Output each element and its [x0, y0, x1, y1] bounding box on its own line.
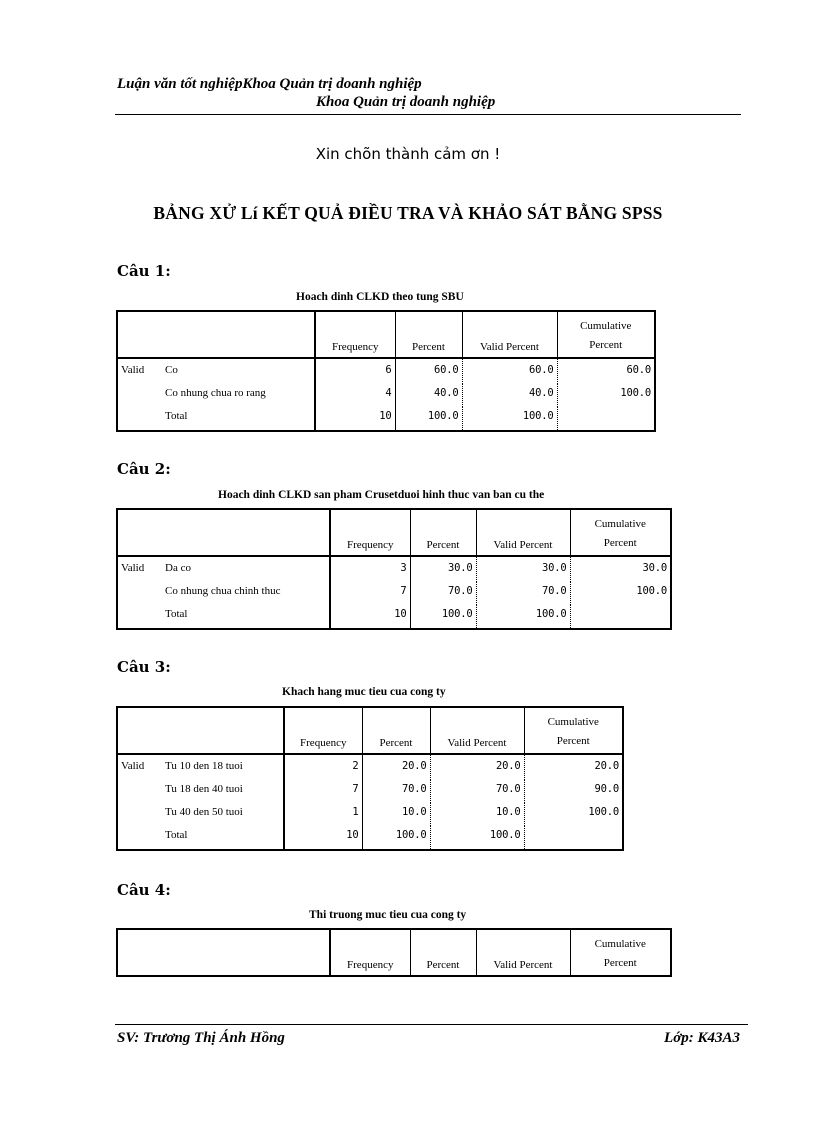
col-frequency: Frequency — [315, 311, 395, 358]
row-group: Valid — [121, 562, 145, 574]
col-cumulative-line2: Percent — [589, 339, 623, 351]
table-2-title: Hoach dinh CLKD san pham Crusetduoi hinh thuc van ban cu the — [218, 489, 545, 501]
row-label: Tu 18 den 40 tuoi — [165, 783, 243, 795]
col-percent: Percent — [362, 707, 430, 754]
col-cumulative-percent — [570, 509, 671, 556]
col-percent: Percent — [395, 311, 462, 358]
cell-valid-percent: 100.0 — [476, 605, 570, 629]
row-label: Co — [165, 364, 178, 376]
table-3 — [116, 706, 624, 851]
cell-valid-percent: 30.0 — [476, 556, 570, 582]
row-group: Valid — [121, 364, 145, 376]
cell-percent: 70.0 — [362, 780, 430, 803]
col-valid-percent: Valid Percent — [476, 509, 570, 556]
cell-percent: 100.0 — [410, 605, 476, 629]
question-2-label: Câu 2: — [117, 460, 171, 478]
table-row — [117, 407, 655, 431]
table-row — [117, 754, 623, 780]
footer-student: SV: Trương Thị Ánh Hồng — [117, 1030, 285, 1046]
cell-cumulative: 100.0 — [524, 803, 623, 826]
col-cumulative-line1: Cumulative — [594, 938, 646, 950]
cell-percent: 20.0 — [362, 754, 430, 780]
cell-percent: 10.0 — [362, 803, 430, 826]
col-cumulative-percent — [570, 929, 671, 976]
cell-valid-percent: 100.0 — [430, 826, 524, 850]
cell-cumulative — [557, 407, 655, 431]
row-label: Co nhung chua chinh thuc — [165, 585, 281, 597]
col-cumulative-line2: Percent — [556, 735, 590, 747]
cell-frequency: 3 — [330, 556, 410, 582]
thanks-text: Xin chõn thành cảm ơn ! — [315, 145, 501, 163]
cell-frequency: 7 — [330, 582, 410, 605]
cell-cumulative: 100.0 — [557, 384, 655, 407]
cell-frequency: 10 — [330, 605, 410, 629]
cell-frequency: 10 — [284, 826, 362, 850]
cell-percent: 100.0 — [395, 407, 462, 431]
col-cumulative-percent — [557, 311, 655, 358]
col-cumulative-percent — [524, 707, 623, 754]
cell-frequency: 2 — [284, 754, 362, 780]
col-cumulative-line1: Cumulative — [580, 320, 632, 332]
table-row — [117, 556, 671, 582]
cell-cumulative: 30.0 — [570, 556, 671, 582]
cell-cumulative — [524, 826, 623, 850]
table-row — [117, 358, 655, 384]
cell-cumulative — [570, 605, 671, 629]
header-line-2: Khoa Quản trị doanh nghiệp — [316, 94, 496, 110]
table-3-corner — [117, 707, 284, 754]
table-1 — [116, 310, 656, 432]
table-row — [117, 826, 623, 850]
cell-percent: 30.0 — [410, 556, 476, 582]
cell-valid-percent: 40.0 — [462, 384, 557, 407]
col-cumulative-line1: Cumulative — [594, 518, 646, 530]
table-4-title: Thi truong muc tieu cua cong ty — [309, 909, 467, 921]
cell-frequency: 7 — [284, 780, 362, 803]
header-divider — [115, 114, 741, 115]
table-1-title: Hoach dinh CLKD theo tung SBU — [296, 291, 464, 303]
cell-percent: 60.0 — [395, 358, 462, 384]
footer-divider — [115, 1024, 748, 1025]
cell-valid-percent: 60.0 — [462, 358, 557, 384]
footer-class: Lớp: K43A3 — [664, 1030, 740, 1046]
table-row — [117, 803, 623, 826]
col-frequency: Frequency — [330, 509, 410, 556]
col-frequency: Frequency — [284, 707, 362, 754]
cell-percent: 100.0 — [362, 826, 430, 850]
col-valid-percent: Valid Percent — [476, 929, 570, 976]
col-valid-percent: Valid Percent — [462, 311, 557, 358]
table-4-corner — [117, 929, 330, 976]
question-1-label: Câu 1: — [117, 262, 171, 280]
cell-frequency: 1 — [284, 803, 362, 826]
table-3-title: Khach hang muc tieu cua cong ty — [282, 686, 446, 698]
cell-valid-percent: 70.0 — [430, 780, 524, 803]
table-4 — [116, 928, 672, 977]
row-group: Valid — [121, 760, 145, 772]
table-row — [117, 582, 671, 605]
table-row — [117, 780, 623, 803]
row-label: Co nhung chua ro rang — [165, 387, 266, 399]
cell-valid-percent: 100.0 — [462, 407, 557, 431]
cell-valid-percent: 70.0 — [476, 582, 570, 605]
question-3-label: Câu 3: — [117, 658, 171, 676]
cell-valid-percent: 10.0 — [430, 803, 524, 826]
cell-cumulative: 100.0 — [570, 582, 671, 605]
col-cumulative-line2: Percent — [603, 957, 637, 969]
row-label: Tu 10 den 18 tuoi — [165, 760, 243, 772]
row-label: Tu 40 den 50 tuoi — [165, 806, 243, 818]
page-title: BẢNG XỬ Lí KẾT QUẢ ĐIỀU TRA VÀ KHẢO SÁT BẰNG SPSS — [153, 203, 663, 223]
row-label: Total — [165, 608, 188, 620]
col-frequency: Frequency — [330, 929, 410, 976]
cell-percent: 40.0 — [395, 384, 462, 407]
table-1-corner — [117, 311, 315, 358]
cell-frequency: 6 — [315, 358, 395, 384]
cell-valid-percent: 20.0 — [430, 754, 524, 780]
table-2 — [116, 508, 672, 630]
row-label: Total — [165, 829, 188, 841]
col-percent: Percent — [410, 929, 476, 976]
col-cumulative-line2: Percent — [603, 537, 637, 549]
row-label: Total — [165, 410, 188, 422]
question-4-label: Câu 4: — [117, 881, 171, 899]
cell-frequency: 10 — [315, 407, 395, 431]
table-row — [117, 384, 655, 407]
cell-cumulative: 90.0 — [524, 780, 623, 803]
cell-cumulative: 60.0 — [557, 358, 655, 384]
row-label: Da co — [165, 562, 191, 574]
col-valid-percent: Valid Percent — [430, 707, 524, 754]
col-cumulative-line1: Cumulative — [547, 716, 599, 728]
cell-frequency: 4 — [315, 384, 395, 407]
table-2-corner — [117, 509, 330, 556]
cell-cumulative: 20.0 — [524, 754, 623, 780]
table-row — [117, 605, 671, 629]
header-line-1: Luận văn tốt nghiệpKhoa Quản trị doanh nghiệp — [117, 76, 422, 92]
cell-percent: 70.0 — [410, 582, 476, 605]
col-percent: Percent — [410, 509, 476, 556]
